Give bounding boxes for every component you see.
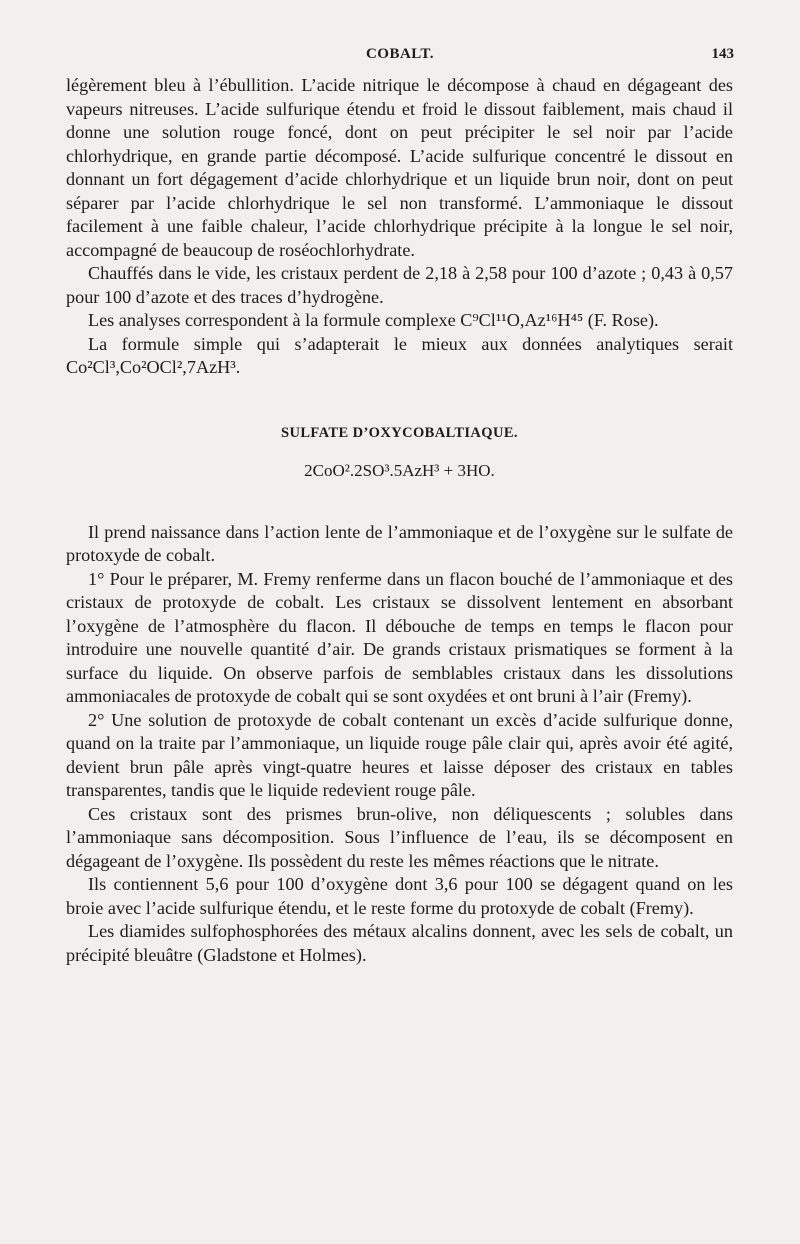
section-title: SULFATE D’OXYCOBALTIAQUE. (281, 424, 518, 441)
paragraph: 2° Une solution de protoxyde de cobalt contenant un excès d’acide sulfurique donne, quand on la traite par l’ammoniaque, un liquide rouge pâle clair qui, après avoir été agité, devient brun pâle après vingt-quatre heures et laisse déposer des cristaux en tables transparentes, tandis que le liquide redevient rouge pâle. (66, 709, 733, 800)
page-header (66, 46, 734, 70)
paragraph: Les analyses correspondent à la formule complexe C⁹Cl¹¹O,Az¹⁶H⁴⁵ (F. Rose). (88, 310, 659, 330)
paragraph: Ils contiennent 5,6 pour 100 d’oxygène dont 3,6 pour 100 se dégagent quand on les broie avec l’acide sulfurique étendu, et le reste forme du protoxyde de cobalt (Fremy). (66, 874, 733, 918)
page-number: 143 (711, 46, 734, 62)
paragraph: légèrement bleu à l’ébullition. L’acide nitrique le décompose à chaud en dégageant des vapeurs nitreuses. L’acide sulfurique étendu et froid le dissout faiblement, mais chaud il donne une solution rouge foncé, dont on peut précipiter le sel noir par l’acide chlorhydrique, en grande partie décomposé. L’acide sulfurique concentré le dissout en donnant un fort dégagement d’acide chlorhydrique et un liquide brun noir, dont on peut séparer par l’acide chlorhydrique le sel non transformé. L’ammoniaque le dissout facilement à une faible chaleur, l’acide chlorhydrique précipite à la longue le sel noir, accompagné de beaucoup de roséochlorhydrate. (66, 75, 733, 260)
section-formula: 2CoO².2SO³.5AzH³ + 3HO. (304, 461, 495, 480)
body-text (66, 74, 733, 967)
running-title: COBALT. (365, 46, 435, 62)
paragraph: Ces cristaux sont des prismes brun-olive, non déliquescents ; solubles dans l’ammoniaque sans décomposition. Sous l’influence de l’eau, ils se décomposent en dégageant de l’oxygène. Ils possèdent du reste les mêmes réactions que le nitrate. (66, 803, 733, 871)
paragraph: 1° Pour le préparer, M. Fremy renferme dans un flacon bouché de l’ammoniaque et des cristaux de protoxyde de cobalt. Les cristaux se dissolvent lentement en absorbant l’oxygène de l’atmosphère du flacon. Il débouche de temps en temps le flacon pour introduire une nouvelle quantité d’air. De grands cristaux prismatiques se forment à la surface du liquide. On observe parfois de semblables cristaux dans les dissolutions ammoniacales de protoxyde de cobalt qui se sont oxydées et ont bruni à l’air (Fremy). (66, 568, 733, 706)
paragraph: Il prend naissance dans l’action lente de l’ammoniaque et de l’oxygène sur le sulfate de protoxyde de cobalt. (66, 521, 733, 565)
paragraph: Chauffés dans le vide, les cristaux perdent de 2,18 à 2,58 pour 100 d’azote ; 0,43 à 0,57 pour 100 d’azote et des traces d’hydrogène. (66, 263, 733, 307)
paragraph: La formule simple qui s’adapterait le mieux aux données analytiques serait Co²Cl³,Co²OCl²,7AzH³. (66, 333, 733, 377)
paragraph: Les diamides sulfophosphorées des métaux alcalins donnent, avec les sels de cobalt, un précipité bleuâtre (Gladstone et Holmes). (66, 921, 733, 965)
